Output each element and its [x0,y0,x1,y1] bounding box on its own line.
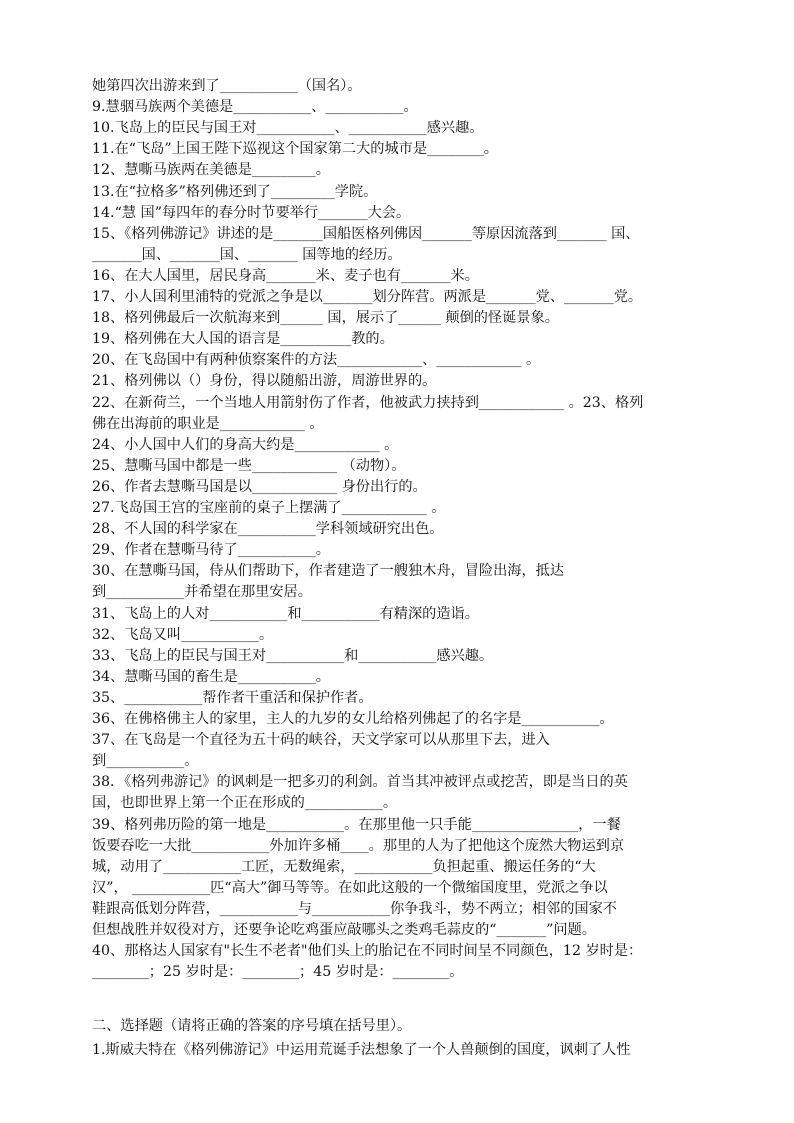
question-line: 到___________。 [92,753,199,770]
question-line: 24、小人国中人们的身高大约是____________ 。 [92,436,399,453]
question-line: 31、飞岛上的人对___________和___________有精深的造诣。 [92,605,479,622]
question-line: 28、不人国的科学家在___________学科领域研究出色。 [92,521,444,538]
question-line: _______国、_______国、_______ 国等地的经历。 [92,246,402,263]
question-line: 19、格列佛在大人国的语言是__________教的。 [92,331,394,348]
question-line: 40、那格达人国家有"长生不老者"他们头上的胎记在不同时间呈不同颜色，12 岁时是： [92,943,643,960]
question-line: 13.在“拉格多”格列佛还到了_________学院。 [92,183,378,200]
question-line: 饭要吞吃一大批___________外加许多桶____。那里的人为了把他这个庞然大物运到京 [92,837,625,854]
question-line: 39、格列弗历险的第一地是___________。在那里他一只手能_______________，一餐 [92,816,621,833]
question-line: 36、在佛格佛主人的家里，主人的九岁的女儿给格列佛起了的名字是___________。 [92,711,614,727]
question-line: 38．《格列弗游记》的讽刺是一把多刃的利剑。首当其冲被评点或挖苦，即是当日的英 [92,774,628,791]
question-line: 但想战胜并奴役对方，还要争论吃鸡蛋应敲哪头之类鸡毛蒜皮的“_______”问题。 [92,922,596,938]
question-line: 17、小人国利里浦特的党派之争是以_______划分阵营。两派是_______党、_______党。 [92,289,643,305]
question-line: 21、格列佛以（）身份，得以随船出游，周游世界的。 [92,373,437,390]
question-line: 14.“慧 国”每四年的春分时节要举行_______大会。 [92,204,411,221]
question-line: 20、在飞岛国中有两种侦察案件的方法____________、____________ 。 [92,352,541,369]
question-line: 10.飞岛上的臣民与国王对___________、___________感兴趣。 [92,120,484,137]
question-line: 18、格列佛最后一次航海来到______ 国，展示了______ 颠倒的怪诞景象。 [92,310,559,327]
question-line: ________；25 岁时是：________；45 岁时是：________。 [92,964,464,981]
question-line: 11.在“飞岛”上国王陛下巡视这个国家第二大的城市是________。 [92,141,498,158]
question-line: 33、飞岛上的臣民与国王对___________和___________感兴趣。 [92,647,494,664]
question-line: 22、在新荷兰，一个当地人用箭射伤了作者，他被武力挟持到____________ 。23、格列 [92,394,644,411]
question-line: 国，也即世界上第一个正在形成的___________。 [92,795,398,812]
question-line: 29、作者在慧嘶马待了___________。 [92,542,330,559]
question-line: 佛在出海前的职业是____________ 。 [92,415,324,432]
question-line: 鞋跟高低划分阵营，___________与___________你争我斗，势不两立；相邻的国家不 [92,900,617,917]
question-line: 12、慧嘶马族两在美德是_________。 [92,162,330,179]
question-line: 34、慧嘶马国的畜生是___________。 [92,668,330,685]
question-line: 9.慧骃马族两个美德是___________、___________。 [92,99,418,116]
question-line: 35、___________帮作者干重活和保护作者。 [92,689,373,706]
choice-question-line: 1.斯威夫特在《格列佛游记》中运用荒诞手法想象了一个人兽颠倒的国度，讽刺了人性 [92,1042,631,1058]
question-line: 26、作者去慧嘶马国是以____________ 身份出行的。 [92,478,427,495]
question-line: 她第四次出游来到了___________（国名）。 [92,78,362,94]
question-line: 27.飞岛国王宫的宝座前的桌子上摆满了____________ 。 [92,500,446,516]
section-heading-choice: 二、选择题（请将正确的答案的序号填在括号里）。 [92,1018,412,1034]
question-line: 城，动用了___________工匠，无数绳索，___________负担起重、搬运任务的“大 [92,858,596,875]
question-line: 16、在大人国里，居民身高_______米、麦子也有_______米。 [92,267,479,284]
question-line: 30、在慧嘶马国，侍从们帮助下，作者建造了一艘独木舟，冒险出海，抵达 [92,563,565,580]
question-line: 25、慧嘶马国中都是一些____________ （动物）。 [92,457,406,474]
question-line: 32、飞岛又叫___________。 [92,626,274,643]
question-line: 15、《格列佛游记》讲述的是_______国船医格列佛因_______等原因流落到_______ 国、 [92,225,640,242]
question-line: 汉”， ___________匹“高大”御马等等。在如此这般的一个微缩国度里，党派之争以 [92,879,608,896]
question-line: 37、在飞岛是一个直径为五十码的峡谷，天文学家可以从那里下去，进入 [92,732,550,749]
question-line: 到___________并希望在那里安居。 [92,584,312,601]
